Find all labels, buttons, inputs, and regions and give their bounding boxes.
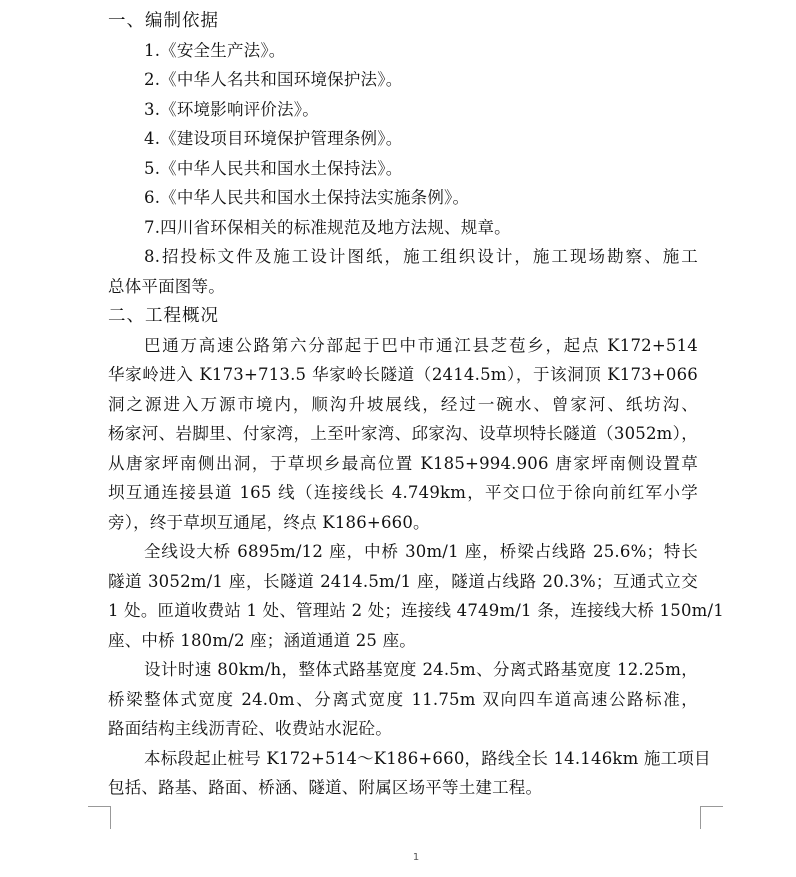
overview-para3-line2: 桥梁整体式宽度 24.0m、分离式宽度 11.75m 双向四车道高速公路标准，: [108, 690, 698, 709]
basis-item-2: 2.《中华人名共和国环境保护法》。: [144, 70, 403, 89]
overview-para1-line5: 从唐家坪南侧出洞，于草坝乡最高位置 K185+994.906 唐家坪南侧设置草: [108, 454, 698, 473]
overview-para4-line1: 本标段起止桩号 K172+514～K186+660，路线全长 14.146km 施工项目: [144, 749, 711, 768]
basis-item-4: 4.《建设项目环境保护管理条例》。: [144, 129, 403, 148]
overview-para2-line1: 全线设大桥 6895m/12 座，中桥 30m/1 座，桥梁占线路 25.6%；特长: [144, 542, 698, 561]
section-heading-overview: 二、工程概况: [108, 306, 219, 326]
overview-para1-line2: 华家岭进入 K173+713.5 华家岭长隧道（2414.5m），于该洞顶 K173+066: [108, 365, 698, 384]
overview-para1-line1: 巴通万高速公路第六分部起于巴中市通江县芝苞乡，起点 K172+514: [144, 336, 698, 355]
overview-para1-line4: 杨家河、岩脚里、付家湾，上至叶家湾、邱家沟、设草坝特长隧道（3052m），: [108, 424, 698, 443]
overview-para2-line2: 隧道 3052m/1 座，长隧道 2414.5m/1 座，隧道占线路 20.3%；互通式立交: [108, 572, 698, 591]
overview-para4-line2: 包括、路基、路面、桥涵、隧道、附属区场平等土建工程。: [108, 778, 543, 797]
overview-para1-line6: 坝互通连接县道 165 线（连接线长 4.749km，平交口位于徐向前红军小学: [108, 483, 698, 502]
page-number: 1: [412, 852, 420, 863]
overview-para3-line3: 路面结构主线沥青砼、收费站水泥砼。: [108, 719, 392, 738]
crop-mark-left: [88, 806, 111, 829]
basis-item-7: 7.四川省环保相关的标准规范及地方法规、规章。: [144, 218, 511, 237]
overview-para1-line7: 旁），终于草坝互通尾，终点 K186+660。: [108, 513, 430, 532]
basis-item-1: 1.《安全生产法》。: [144, 41, 286, 60]
basis-item-3: 3.《环境影响评价法》。: [144, 100, 319, 119]
overview-para3-line1: 设计时速 80km/h，整体式路基宽度 24.5m、分离式路基宽度 12.25m，: [144, 660, 698, 679]
basis-item-8: 8.招投标文件及施工设计图纸，施工组织设计，施工现场勘察、施工: [144, 247, 698, 266]
overview-para2-line3: 1 处。匝道收费站 1 处、管理站 2 处；连接线 4749m/1 条，连接线大桥 150m/1: [108, 601, 724, 620]
section-heading-basis: 一、编制依据: [108, 11, 219, 31]
basis-item-8-cont: 总体平面图等。: [108, 277, 225, 296]
overview-para1-line3: 洞之源进入万源市境内，顺沟升坡展线，经过一碗水、曾家河、纸坊沟、: [108, 395, 698, 414]
crop-mark-right: [700, 806, 723, 829]
basis-item-5: 5.《中华人民共和国水土保持法》。: [144, 159, 403, 178]
overview-para2-line4: 座、中桥 180m/2 座；涵道通道 25 座。: [108, 631, 416, 650]
basis-item-6: 6.《中华人民共和国水土保持法实施条例》。: [144, 188, 470, 207]
